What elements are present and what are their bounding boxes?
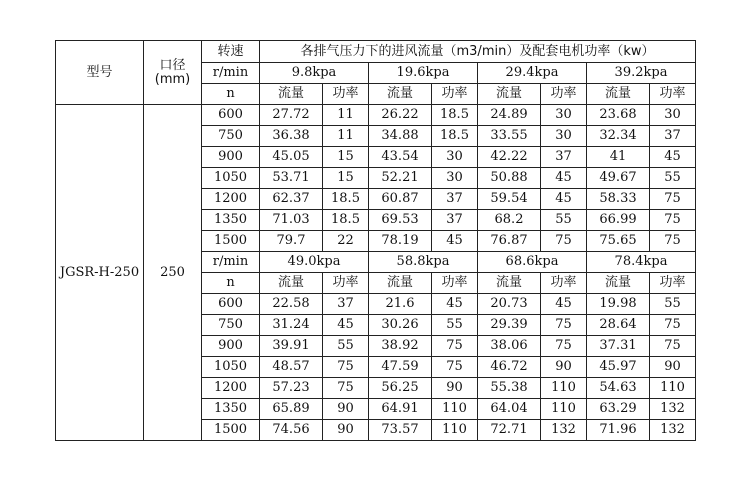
flow-cell: 75.65 — [587, 231, 650, 252]
power-cell: 55 — [323, 336, 369, 357]
power-cell: 37 — [650, 126, 696, 147]
power-cell: 15 — [323, 147, 369, 168]
flow-cell: 39.91 — [260, 336, 323, 357]
flow-cell: 24.89 — [478, 105, 541, 126]
power-cell: 75 — [323, 378, 369, 399]
flow-cell: 21.6 — [369, 294, 432, 315]
power-header: 功率 — [541, 84, 587, 105]
power-cell: 45 — [541, 294, 587, 315]
power-cell: 45 — [541, 168, 587, 189]
diameter-cell: 250 — [144, 105, 202, 441]
flow-cell: 65.89 — [260, 399, 323, 420]
flow-cell: 79.7 — [260, 231, 323, 252]
power-cell: 110 — [650, 378, 696, 399]
rmin-label: r/min — [202, 63, 260, 84]
flow-cell: 28.64 — [587, 315, 650, 336]
flow-cell: 45.05 — [260, 147, 323, 168]
power-cell: 55 — [650, 168, 696, 189]
flow-cell: 27.72 — [260, 105, 323, 126]
flow-cell: 38.92 — [369, 336, 432, 357]
flow-cell: 55.38 — [478, 378, 541, 399]
flow-cell: 36.38 — [260, 126, 323, 147]
diameter-header-text: 口径 (mm) — [154, 57, 191, 87]
flow-cell: 32.34 — [587, 126, 650, 147]
power-cell: 30 — [432, 147, 478, 168]
power-cell: 75 — [650, 189, 696, 210]
power-cell: 37 — [432, 189, 478, 210]
power-cell: 18.5 — [432, 105, 478, 126]
table-body — [56, 41, 696, 441]
flow-cell: 54.63 — [587, 378, 650, 399]
flow-cell: 31.24 — [260, 315, 323, 336]
flow-cell: 57.23 — [260, 378, 323, 399]
power-cell: 75 — [650, 210, 696, 231]
pressure-header: 39.2kpa — [587, 63, 696, 84]
power-cell: 132 — [541, 420, 587, 441]
flow-cell: 19.98 — [587, 294, 650, 315]
pressure-header: 68.6kpa — [478, 252, 587, 273]
flow-cell: 50.88 — [478, 168, 541, 189]
flow-cell: 37.31 — [587, 336, 650, 357]
pressure-header: 78.4kpa — [587, 252, 696, 273]
power-header: 功率 — [323, 84, 369, 105]
power-header: 功率 — [650, 273, 696, 294]
power-cell: 75 — [650, 231, 696, 252]
power-cell: 45 — [541, 189, 587, 210]
power-cell: 90 — [650, 357, 696, 378]
flow-cell: 68.2 — [478, 210, 541, 231]
flow-cell: 69.53 — [369, 210, 432, 231]
power-cell: 30 — [432, 168, 478, 189]
flow-header: 流量 — [369, 273, 432, 294]
power-header: 功率 — [650, 84, 696, 105]
flow-cell: 59.54 — [478, 189, 541, 210]
power-cell: 75 — [432, 357, 478, 378]
power-cell: 110 — [541, 378, 587, 399]
flow-cell: 63.29 — [587, 399, 650, 420]
flow-header: 流量 — [260, 273, 323, 294]
flow-cell: 53.71 — [260, 168, 323, 189]
diameter-header — [144, 41, 202, 105]
power-cell: 37 — [323, 294, 369, 315]
flow-cell: 22.58 — [260, 294, 323, 315]
flow-cell: 33.55 — [478, 126, 541, 147]
power-cell: 75 — [432, 336, 478, 357]
power-cell: 110 — [432, 420, 478, 441]
model-cell: JGSR-H-250 — [56, 105, 144, 441]
power-cell: 132 — [650, 399, 696, 420]
power-cell: 45 — [323, 315, 369, 336]
power-cell: 75 — [541, 315, 587, 336]
speed-cell: 1050 — [202, 357, 260, 378]
flow-cell: 58.33 — [587, 189, 650, 210]
flow-cell: 71.96 — [587, 420, 650, 441]
power-cell: 15 — [323, 168, 369, 189]
flow-cell: 23.68 — [587, 105, 650, 126]
flow-cell: 20.73 — [478, 294, 541, 315]
pressure-header: 19.6kpa — [369, 63, 478, 84]
power-cell: 30 — [541, 105, 587, 126]
table-title: 各排气压力下的进风流量（m3/min）及配套电机功率（kw） — [260, 41, 696, 63]
flow-cell: 46.72 — [478, 357, 541, 378]
flow-cell: 60.87 — [369, 189, 432, 210]
speed-cell: 600 — [202, 105, 260, 126]
speed-cell: 1500 — [202, 420, 260, 441]
power-header: 功率 — [323, 273, 369, 294]
flow-cell: 26.22 — [369, 105, 432, 126]
flow-header: 流量 — [587, 84, 650, 105]
power-cell: 45 — [650, 147, 696, 168]
speed-cell: 1350 — [202, 399, 260, 420]
speed-cell: 600 — [202, 294, 260, 315]
flow-cell: 56.25 — [369, 378, 432, 399]
power-cell: 132 — [650, 420, 696, 441]
flow-cell: 47.59 — [369, 357, 432, 378]
speed-cell: 900 — [202, 336, 260, 357]
flow-cell: 45.97 — [587, 357, 650, 378]
flow-header: 流量 — [478, 273, 541, 294]
flow-cell: 52.21 — [369, 168, 432, 189]
power-cell: 30 — [650, 105, 696, 126]
power-cell: 75 — [323, 357, 369, 378]
speed-cell: 1500 — [202, 231, 260, 252]
table-row — [56, 105, 696, 126]
power-header: 功率 — [432, 273, 478, 294]
power-cell: 37 — [432, 210, 478, 231]
power-cell: 110 — [541, 399, 587, 420]
performance-table — [55, 40, 696, 441]
flow-cell: 41 — [587, 147, 650, 168]
flow-cell: 42.22 — [478, 147, 541, 168]
flow-cell: 74.56 — [260, 420, 323, 441]
flow-cell: 38.06 — [478, 336, 541, 357]
power-cell: 90 — [323, 399, 369, 420]
flow-header: 流量 — [587, 273, 650, 294]
power-cell: 75 — [541, 231, 587, 252]
flow-header: 流量 — [369, 84, 432, 105]
flow-cell: 62.37 — [260, 189, 323, 210]
power-cell: 90 — [541, 357, 587, 378]
flow-header: 流量 — [260, 84, 323, 105]
speed-cell: 1200 — [202, 378, 260, 399]
flow-cell: 30.26 — [369, 315, 432, 336]
speed-cell: 750 — [202, 126, 260, 147]
power-cell: 18.5 — [432, 126, 478, 147]
flow-cell: 49.67 — [587, 168, 650, 189]
power-cell: 110 — [432, 399, 478, 420]
speed-cell: 1050 — [202, 168, 260, 189]
n-label: n — [202, 273, 260, 294]
power-cell: 75 — [650, 315, 696, 336]
flow-cell: 76.87 — [478, 231, 541, 252]
speed-cell: 900 — [202, 147, 260, 168]
power-cell: 18.5 — [323, 210, 369, 231]
flow-cell: 73.57 — [369, 420, 432, 441]
flow-cell: 66.99 — [587, 210, 650, 231]
power-cell: 45 — [432, 294, 478, 315]
flow-cell: 72.71 — [478, 420, 541, 441]
speed-header: 转速 — [202, 41, 260, 63]
power-cell: 22 — [323, 231, 369, 252]
power-header: 功率 — [432, 84, 478, 105]
power-cell: 11 — [323, 105, 369, 126]
power-cell: 11 — [323, 126, 369, 147]
pressure-header: 9.8kpa — [260, 63, 369, 84]
flow-cell: 71.03 — [260, 210, 323, 231]
pressure-header: 49.0kpa — [260, 252, 369, 273]
speed-cell: 1200 — [202, 189, 260, 210]
pressure-header: 58.8kpa — [369, 252, 478, 273]
power-cell: 90 — [323, 420, 369, 441]
model-header: 型号 — [56, 41, 144, 105]
flow-cell: 43.54 — [369, 147, 432, 168]
flow-cell: 34.88 — [369, 126, 432, 147]
header-row-1 — [56, 41, 696, 63]
power-cell: 30 — [541, 126, 587, 147]
power-cell: 55 — [541, 210, 587, 231]
flow-cell: 29.39 — [478, 315, 541, 336]
flow-cell: 48.57 — [260, 357, 323, 378]
speed-cell: 1350 — [202, 210, 260, 231]
power-cell: 37 — [541, 147, 587, 168]
flow-cell: 64.04 — [478, 399, 541, 420]
flow-cell: 78.19 — [369, 231, 432, 252]
power-cell: 55 — [650, 294, 696, 315]
flow-header: 流量 — [478, 84, 541, 105]
power-cell: 75 — [541, 336, 587, 357]
power-cell: 75 — [650, 336, 696, 357]
rmin-label: r/min — [202, 252, 260, 273]
n-label: n — [202, 84, 260, 105]
flow-cell: 64.91 — [369, 399, 432, 420]
speed-cell: 750 — [202, 315, 260, 336]
power-cell: 55 — [432, 315, 478, 336]
power-cell: 90 — [432, 378, 478, 399]
power-cell: 45 — [432, 231, 478, 252]
power-header: 功率 — [541, 273, 587, 294]
power-cell: 18.5 — [323, 189, 369, 210]
pressure-header: 29.4kpa — [478, 63, 587, 84]
